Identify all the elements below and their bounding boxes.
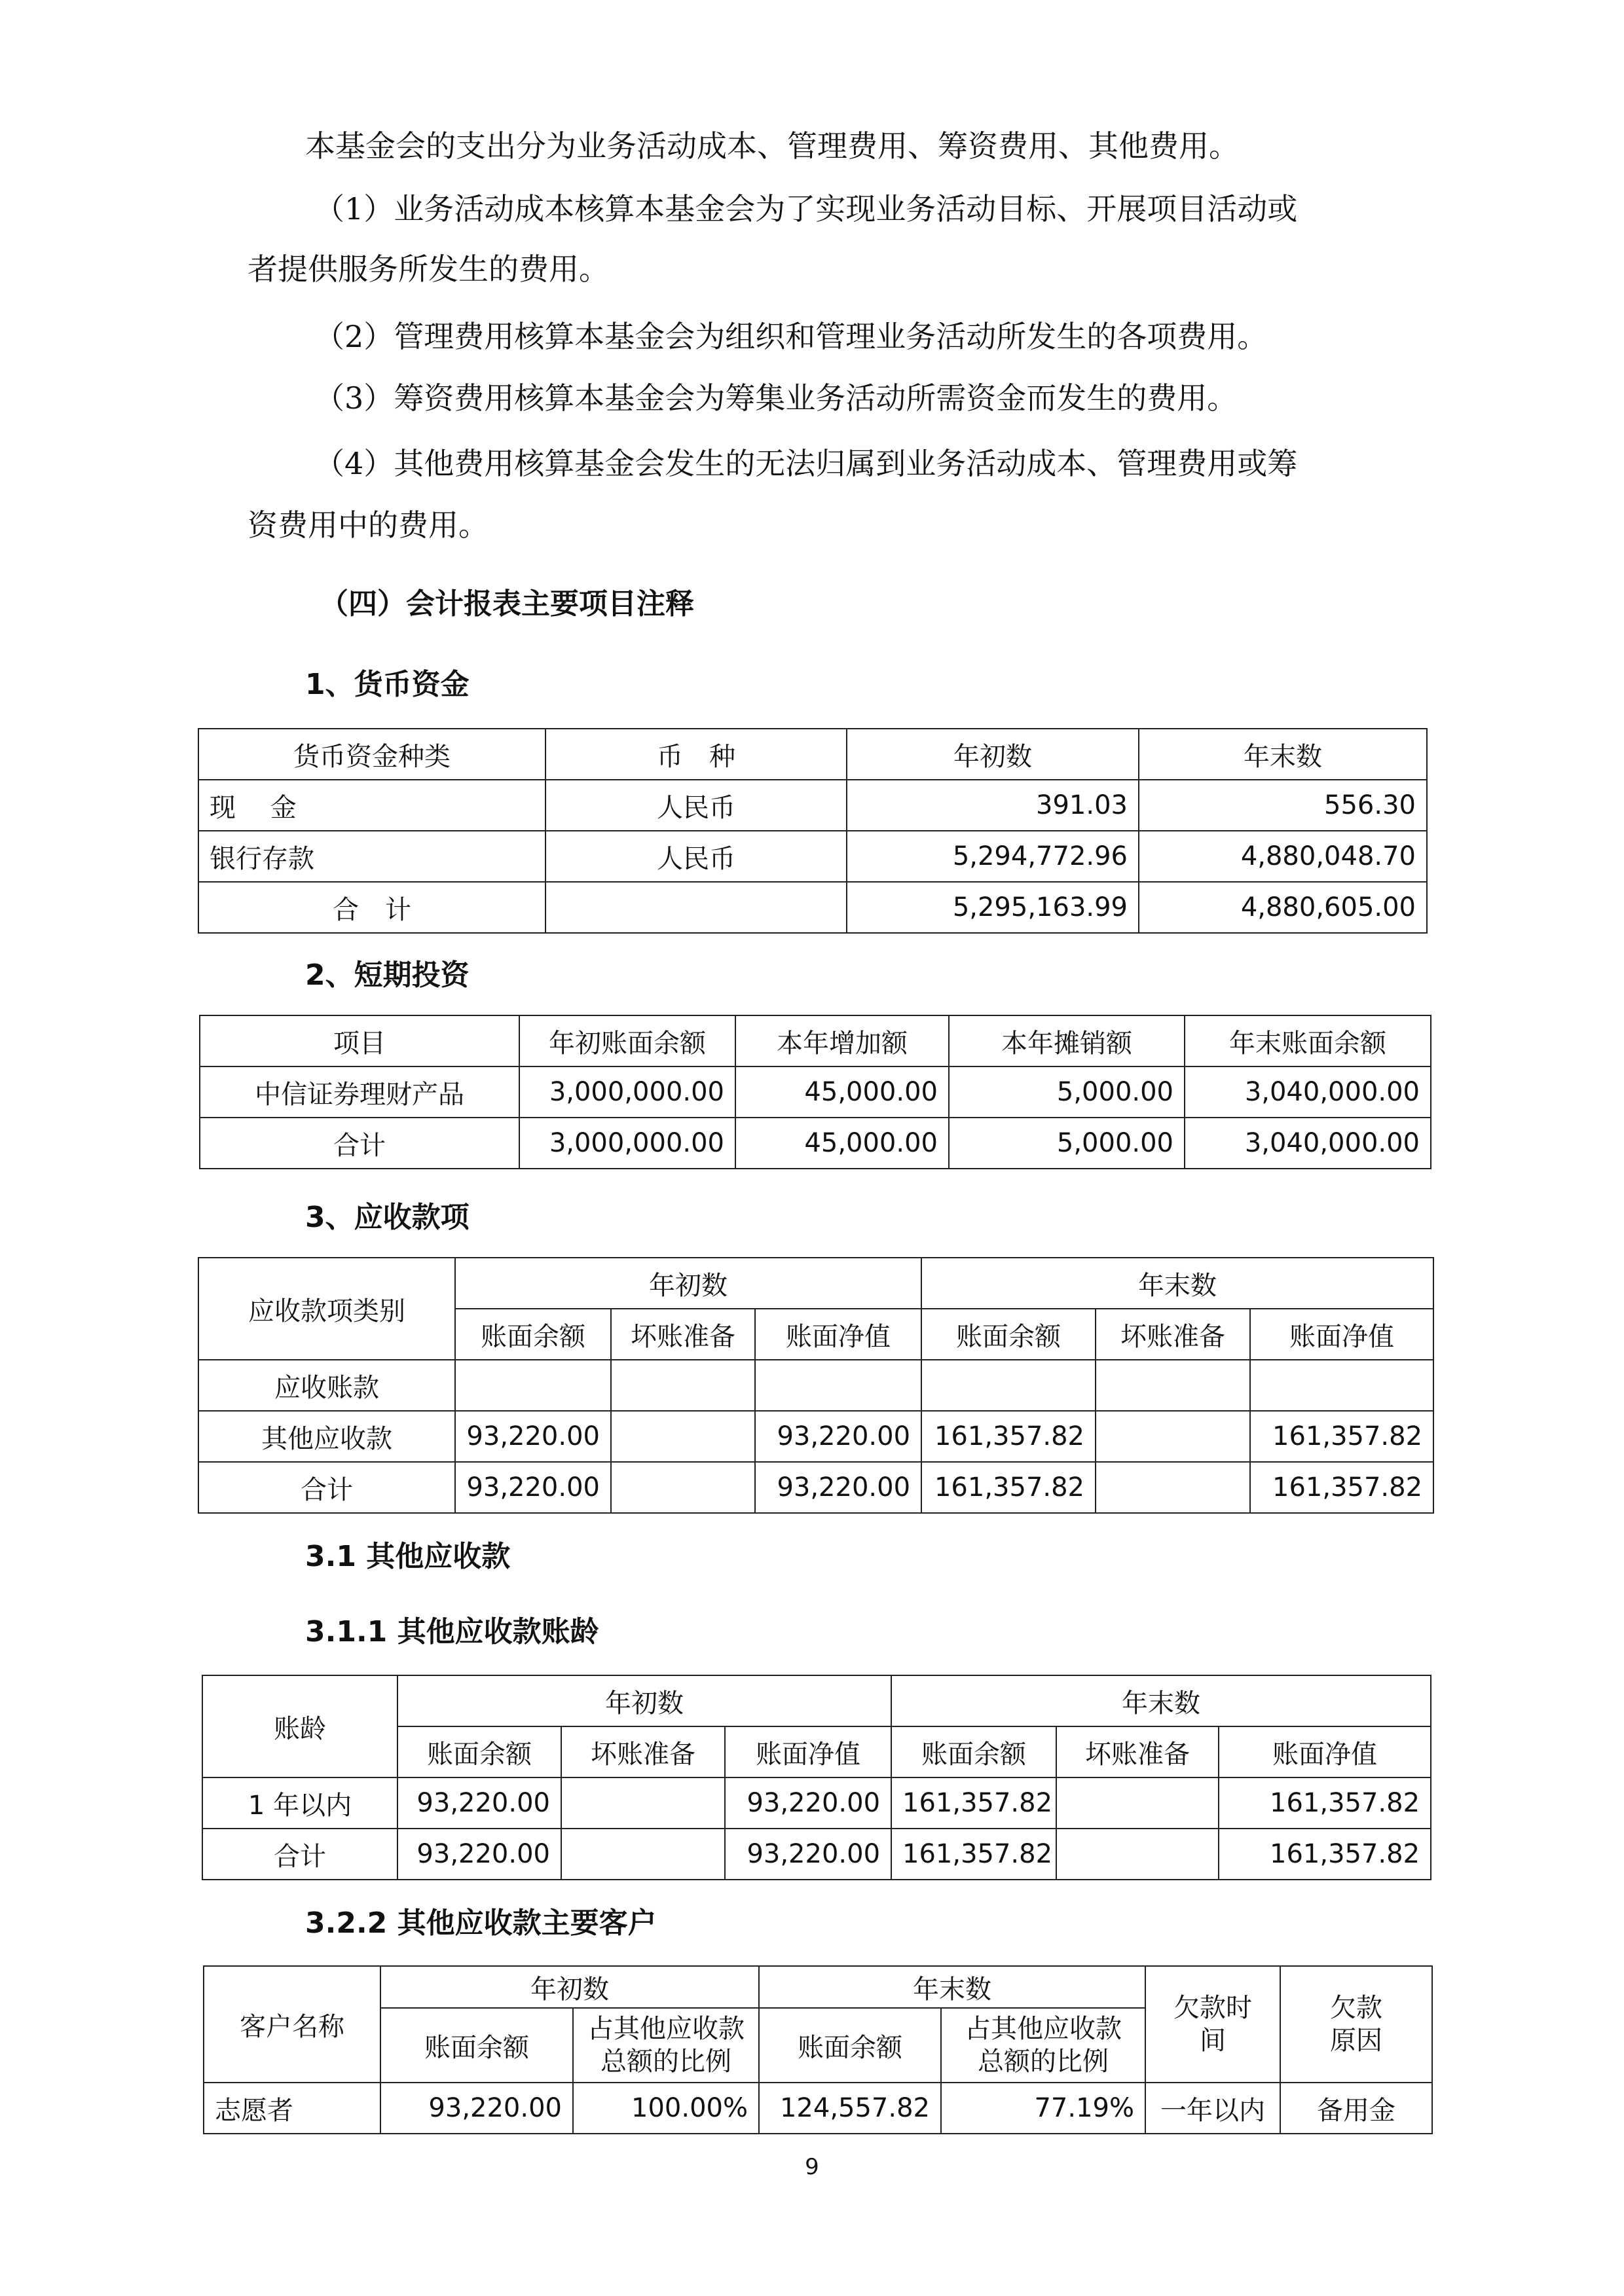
paragraph-other-cost-2: 资费用中的费用。 (248, 507, 489, 543)
header-cell: 年末数 (921, 1258, 1433, 1309)
cell: 人民币 (545, 831, 847, 882)
cell: 45,000.00 (735, 1118, 949, 1169)
table-header-row (198, 729, 1427, 780)
cell: 银行存款 (198, 831, 545, 882)
paragraph-fundraising-cost: （3）筹资费用核算本基金会为筹集业务活动所需资金而发生的费用。 (314, 380, 1238, 416)
cell (921, 1360, 1096, 1411)
table-row (202, 1829, 1431, 1880)
short-investment-table (199, 1015, 1431, 1169)
header-cell: 占其他应收款总额的比例 (573, 2008, 759, 2083)
header-cell: 年末数 (1139, 729, 1427, 780)
header-cell: 币 种 (545, 729, 847, 780)
header-cell: 账面余额 (397, 1726, 561, 1777)
header-cell: 年初数 (397, 1675, 891, 1726)
cell (455, 1360, 611, 1411)
table-header-row (204, 1966, 1432, 2008)
header-cell: 欠款原因 (1280, 1966, 1432, 2083)
cell (1096, 1360, 1250, 1411)
cell: 备用金 (1280, 2083, 1432, 2134)
header-cell: 项目 (200, 1015, 519, 1066)
header-cell: 应收款项类别 (198, 1258, 455, 1360)
cell: 人民币 (545, 780, 847, 831)
header-cell: 欠款时间 (1145, 1966, 1280, 2083)
header-cell: 本年摊销额 (949, 1015, 1185, 1066)
header-cell: 年初账面余额 (519, 1015, 735, 1066)
cell: 5,295,163.99 (847, 882, 1139, 933)
header-cell: 坏账准备 (1056, 1726, 1219, 1777)
cell: 3,040,000.00 (1185, 1066, 1431, 1118)
heading-other-receivables: 3.1 其他应收款 (305, 1540, 511, 1573)
header-cell: 账面余额 (759, 2008, 941, 2083)
cell: 合 计 (198, 882, 545, 933)
cell: 124,557.82 (759, 2083, 941, 2134)
cell: 161,357.82 (1250, 1462, 1433, 1513)
cell: 45,000.00 (735, 1066, 949, 1118)
cell: 合计 (198, 1462, 455, 1513)
header-cell: 账面余额 (455, 1309, 611, 1360)
cell: 93,220.00 (725, 1777, 891, 1829)
cell: 93,220.00 (725, 1829, 891, 1880)
cell: 161,357.82 (891, 1777, 1056, 1829)
cell: 93,220.00 (397, 1777, 561, 1829)
header-cell: 客户名称 (204, 1966, 380, 2083)
header-cell: 账面净值 (755, 1309, 921, 1360)
header-cell: 账龄 (202, 1675, 397, 1777)
header-cell: 账面净值 (1250, 1309, 1433, 1360)
header-cell: 年初数 (380, 1966, 759, 2008)
cell: 合计 (200, 1118, 519, 1169)
cell (611, 1411, 755, 1462)
header-cell: 货币资金种类 (198, 729, 545, 780)
cell: 5,000.00 (949, 1066, 1185, 1118)
cell: 1 年以内 (202, 1777, 397, 1829)
header-cell: 年初数 (455, 1258, 921, 1309)
header-cell: 年末数 (891, 1675, 1431, 1726)
cell: 556.30 (1139, 780, 1427, 831)
paragraph-activity-cost-1: （1）业务活动成本核算本基金会为了实现业务活动目标、开展项目活动或 (314, 191, 1298, 227)
cell (611, 1462, 755, 1513)
header-cell: 占其他应收款总额的比例 (941, 2008, 1145, 2083)
table-row (198, 1462, 1433, 1513)
header-cell: 账面余额 (380, 2008, 573, 2083)
cash-table (198, 728, 1428, 934)
cell: 93,220.00 (755, 1462, 921, 1513)
heading-cash: 1、货币资金 (305, 668, 470, 701)
cell (1096, 1462, 1250, 1513)
header-cell: 账面净值 (725, 1726, 891, 1777)
paragraph-expense-intro: 本基金会的支出分为业务活动成本、管理费用、筹资费用、其他费用。 (305, 128, 1239, 164)
cell: 93,220.00 (455, 1462, 611, 1513)
header-cell: 年末账面余额 (1185, 1015, 1431, 1066)
section-title: （四）会计报表主要项目注释 (320, 587, 694, 621)
cell: 中信证券理财产品 (200, 1066, 519, 1118)
cell: 4,880,605.00 (1139, 882, 1427, 933)
cell: 3,000,000.00 (519, 1118, 735, 1169)
cell: 志愿者 (204, 2083, 380, 2134)
receivables-table (198, 1257, 1434, 1514)
table-header-row (202, 1675, 1431, 1726)
header-cell: 坏账准备 (561, 1726, 725, 1777)
header-cell: 坏账准备 (611, 1309, 755, 1360)
header-cell: 账面余额 (921, 1309, 1096, 1360)
heading-aging: 3.1.1 其他应收款账龄 (305, 1615, 599, 1649)
cell: 391.03 (847, 780, 1139, 831)
cell: 161,357.82 (1219, 1829, 1431, 1880)
cell: 其他应收款 (198, 1411, 455, 1462)
cell (755, 1360, 921, 1411)
cell (1056, 1829, 1219, 1880)
cell (545, 882, 847, 933)
paragraph-activity-cost-2: 者提供服务所发生的费用。 (248, 251, 609, 287)
paragraph-management-cost: （2）管理费用核算本基金会为组织和管理业务活动所发生的各项费用。 (314, 319, 1268, 354)
page-number: 9 (805, 2154, 819, 2180)
cell (1250, 1360, 1433, 1411)
table-header-row (198, 1258, 1433, 1309)
cell: 77.19% (941, 2083, 1145, 2134)
table-row (198, 1360, 1433, 1411)
aging-table (202, 1675, 1431, 1880)
cell (1056, 1777, 1219, 1829)
cell: 161,357.82 (891, 1829, 1056, 1880)
heading-main-customers: 3.2.2 其他应收款主要客户 (305, 1906, 657, 1940)
cell: 5,000.00 (949, 1118, 1185, 1169)
cell: 100.00% (573, 2083, 759, 2134)
table-row (200, 1066, 1431, 1118)
cell (561, 1829, 725, 1880)
cell: 161,357.82 (921, 1462, 1096, 1513)
table-row (198, 882, 1427, 933)
header-cell: 坏账准备 (1096, 1309, 1250, 1360)
cell: 应收账款 (198, 1360, 455, 1411)
cell: 161,357.82 (1219, 1777, 1431, 1829)
cell (611, 1360, 755, 1411)
cell: 161,357.82 (1250, 1411, 1433, 1462)
main-customers-table (203, 1965, 1433, 2134)
cell: 93,220.00 (380, 2083, 573, 2134)
heading-short-investment: 2、短期投资 (305, 958, 470, 992)
table-header-row (200, 1015, 1431, 1066)
cell: 4,880,048.70 (1139, 831, 1427, 882)
cell: 3,000,000.00 (519, 1066, 735, 1118)
header-cell: 年末数 (759, 1966, 1145, 2008)
cell: 93,220.00 (755, 1411, 921, 1462)
table-row (198, 831, 1427, 882)
table-row (198, 780, 1427, 831)
header-cell: 账面净值 (1219, 1726, 1431, 1777)
cell: 3,040,000.00 (1185, 1118, 1431, 1169)
table-row (202, 1777, 1431, 1829)
cell: 现 金 (198, 780, 545, 831)
cell: 161,357.82 (921, 1411, 1096, 1462)
cell (561, 1777, 725, 1829)
cell: 一年以内 (1145, 2083, 1280, 2134)
heading-receivables: 3、应收款项 (305, 1201, 470, 1234)
table-row (198, 1411, 1433, 1462)
table-row (200, 1118, 1431, 1169)
cell: 93,220.00 (455, 1411, 611, 1462)
cell: 合计 (202, 1829, 397, 1880)
table-row (204, 2083, 1432, 2134)
header-cell: 账面余额 (891, 1726, 1056, 1777)
header-cell: 年初数 (847, 729, 1139, 780)
header-cell: 本年增加额 (735, 1015, 949, 1066)
paragraph-other-cost-1: （4）其他费用核算基金会发生的无法归属到业务活动成本、管理费用或筹 (314, 446, 1298, 481)
cell (1096, 1411, 1250, 1462)
cell: 93,220.00 (397, 1829, 561, 1880)
cell: 5,294,772.96 (847, 831, 1139, 882)
